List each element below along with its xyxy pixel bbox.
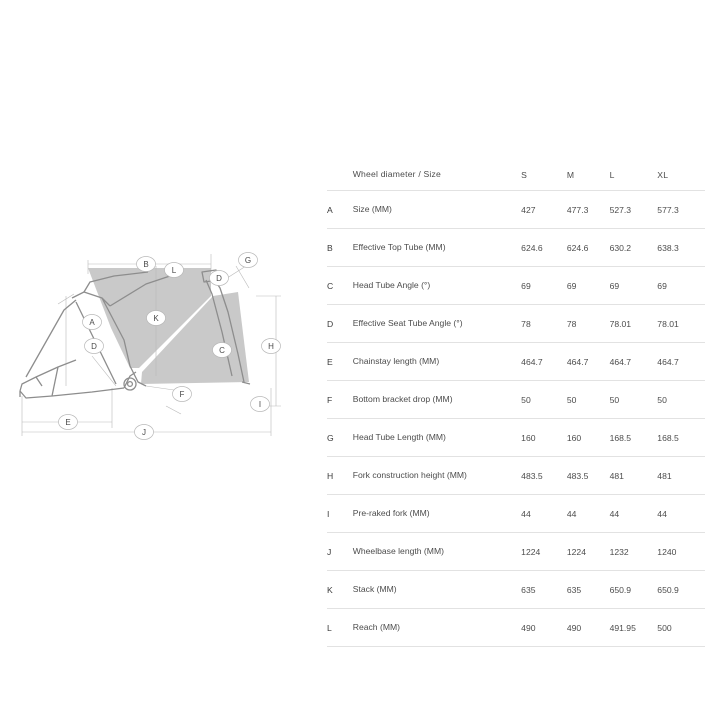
row-value-l: 650.9 [609, 584, 632, 595]
table-body [327, 191, 705, 647]
row-key: D [327, 318, 334, 329]
row-value-s: 635 [521, 584, 536, 595]
svg-text:J: J [142, 428, 146, 437]
row-value-m: 1224 [566, 546, 586, 557]
row-value-m: 624.6 [566, 242, 589, 253]
header-size-l: L [609, 170, 615, 180]
row-label: Chainstay length (MM) [352, 355, 440, 366]
callout-F [173, 387, 192, 402]
svg-text:A: A [89, 318, 95, 327]
callout-A [83, 315, 102, 330]
callout-D-lower [85, 339, 104, 354]
row-value-m: 78 [566, 318, 577, 329]
row-key: A [327, 204, 333, 215]
table-row [327, 191, 705, 229]
table-row [327, 533, 705, 571]
row-value-s: 44 [521, 508, 531, 519]
row-value-m: 477.3 [566, 204, 589, 215]
callout-L [165, 263, 184, 278]
svg-text:K: K [153, 314, 159, 323]
row-label: Fork construction height (MM) [352, 469, 467, 480]
row-key: C [327, 280, 334, 291]
geometry-diagram-panel [0, 0, 320, 720]
row-key: B [327, 242, 333, 253]
row-label: Head Tube Angle (°) [352, 279, 431, 290]
row-value-l: 44 [609, 508, 620, 519]
callout-E [59, 415, 78, 430]
row-value-l: 630.2 [609, 242, 632, 253]
row-label: Head Tube Length (MM) [352, 431, 446, 442]
row-value-m: 160 [566, 432, 582, 443]
table-row [327, 305, 705, 343]
geometry-spec-table [327, 160, 705, 647]
table-row [327, 267, 705, 305]
header-size-xl: XL [657, 170, 669, 180]
svg-text:L: L [171, 266, 177, 275]
header-size-s: S [521, 170, 528, 180]
header-key-cell [327, 160, 353, 191]
row-value-m: 44 [566, 508, 577, 519]
row-value-xl: 481 [657, 470, 672, 481]
frame-shaded-areas [88, 268, 249, 384]
row-label: Effective Seat Tube Angle (°) [352, 317, 463, 328]
svg-text:H: H [268, 342, 274, 351]
svg-text:G: G [244, 256, 252, 265]
svg-text:D: D [91, 342, 97, 351]
row-value-xl: 500 [657, 622, 672, 633]
svg-text:E: E [65, 418, 71, 427]
row-label: Wheelbase length (MM) [352, 545, 444, 556]
row-value-s: 50 [521, 394, 531, 405]
row-key: F [327, 394, 333, 405]
table-row [327, 343, 705, 381]
callout-B [137, 257, 156, 272]
row-label: Effective Top Tube (MM) [352, 241, 446, 252]
row-value-l: 481 [609, 470, 624, 481]
svg-text:I: I [258, 400, 262, 409]
callout-H [262, 339, 281, 354]
row-value-s: 427 [521, 204, 536, 215]
row-label: Size (MM) [352, 203, 392, 214]
row-label: Stack (MM) [352, 583, 397, 594]
row-value-m: 483.5 [566, 470, 589, 481]
row-value-m: 69 [566, 280, 577, 291]
row-value-s: 490 [521, 622, 536, 633]
row-key: K [327, 584, 333, 595]
row-value-s: 1224 [521, 546, 541, 557]
row-key: H [327, 470, 334, 481]
table-row [327, 381, 705, 419]
row-value-xl: 69 [657, 280, 667, 291]
row-value-s: 160 [521, 432, 536, 443]
row-value-s: 78 [521, 318, 531, 329]
row-value-l: 464.7 [609, 356, 632, 367]
row-key: J [327, 546, 332, 557]
row-value-m: 635 [566, 584, 582, 595]
table-row [327, 457, 705, 495]
row-value-l: 78.01 [609, 318, 632, 329]
table-row [327, 571, 705, 609]
callout-I [251, 397, 270, 412]
row-value-xl: 638.3 [657, 242, 679, 253]
row-value-l: 491.95 [609, 622, 636, 633]
header-label-cell: Wheel diameter / Size [352, 169, 442, 180]
bicycle-frame-geometry-diagram [6, 236, 296, 456]
row-value-l: 50 [609, 394, 620, 405]
row-value-xl: 464.7 [657, 356, 679, 367]
row-key: L [327, 622, 332, 633]
callout-G [239, 253, 258, 268]
callout-K [147, 311, 166, 326]
table-header [327, 160, 705, 191]
table-row [327, 609, 705, 647]
table-row [327, 495, 705, 533]
row-value-xl: 44 [657, 508, 667, 519]
row-value-l: 1232 [609, 546, 629, 557]
callout-J [135, 425, 154, 440]
row-value-l: 527.3 [609, 204, 632, 215]
row-value-l: 168.5 [609, 432, 632, 443]
row-value-s: 483.5 [521, 470, 543, 481]
row-label: Reach (MM) [352, 621, 401, 632]
callout-D-upper [210, 271, 229, 286]
row-value-s: 624.6 [521, 242, 543, 253]
row-value-xl: 577.3 [657, 204, 679, 215]
row-value-xl: 650.9 [657, 584, 679, 595]
row-value-s: 69 [521, 280, 531, 291]
table-header-row [327, 160, 705, 191]
svg-text:F: F [179, 390, 185, 399]
callout-C [213, 343, 232, 358]
row-key: E [327, 356, 333, 367]
row-key: G [327, 432, 334, 443]
row-value-xl: 78.01 [657, 318, 679, 329]
header-size-m: M [566, 170, 575, 180]
row-value-xl: 50 [657, 394, 667, 405]
row-value-s: 464.7 [521, 356, 543, 367]
row-value-m: 50 [566, 394, 577, 405]
row-value-xl: 1240 [657, 546, 677, 557]
row-value-xl: 168.5 [657, 432, 679, 443]
row-label: Pre-raked fork (MM) [352, 507, 430, 518]
table-row [327, 419, 705, 457]
svg-text:C: C [219, 346, 225, 355]
row-key: I [327, 508, 330, 519]
row-value-m: 490 [566, 622, 582, 633]
row-value-l: 69 [609, 280, 620, 291]
row-label: Bottom bracket drop (MM) [352, 393, 453, 404]
svg-text:B: B [143, 260, 149, 269]
svg-text:D: D [216, 274, 222, 283]
table-row [327, 229, 705, 267]
row-value-m: 464.7 [566, 356, 589, 367]
